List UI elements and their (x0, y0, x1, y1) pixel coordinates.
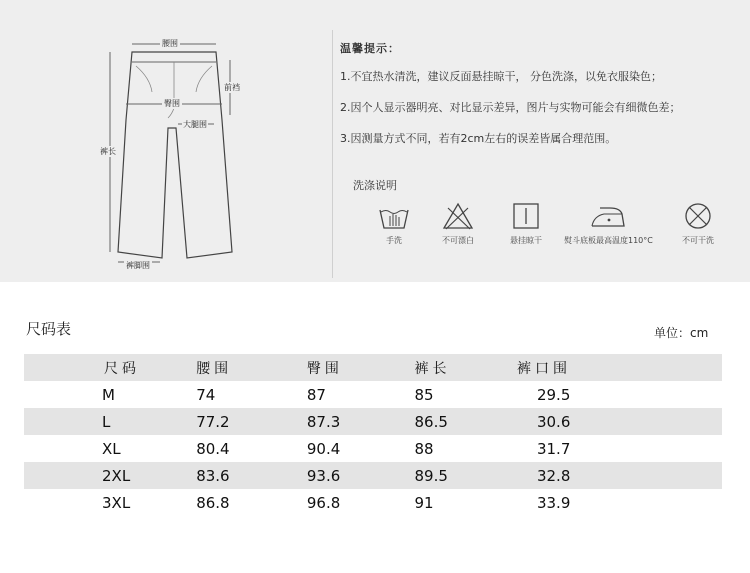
header-size: 尺码 (24, 354, 196, 381)
care-tips (340, 40, 740, 163)
wash-icons (370, 202, 750, 262)
hand-wash-icon (378, 202, 410, 230)
cell-waist: 77.2 (196, 408, 307, 435)
size-chart-title: 尺码表 (26, 320, 72, 338)
hip-label: 臀围 (164, 99, 180, 108)
waist-label: 腰围 (162, 39, 178, 48)
tips-title: 温馨提示： (340, 42, 400, 55)
cell-waist: 83.6 (196, 462, 307, 489)
header-hip: 臀围 (307, 354, 415, 381)
pants-diagram (0, 0, 332, 282)
cell-hip: 93.6 (307, 462, 415, 489)
wash-label-hand: 手洗 (386, 236, 402, 245)
cell-size: L (24, 408, 196, 435)
wash-item-hang-dry (510, 202, 542, 246)
tip-line-1: 1.不宜热水清洗，建议反面悬挂晾干， 分色洗涤，以免衣服染色； (340, 70, 662, 83)
cell-size: 3XL (102, 493, 131, 512)
wash-label-hang-dry: 悬挂晾干 (510, 236, 542, 245)
no-bleach-icon (442, 202, 474, 230)
cell-length: 85 (414, 385, 434, 404)
cell-waist: 86.8 (196, 493, 230, 512)
cell-length: 88 (414, 439, 434, 458)
cell-size: XL (102, 439, 121, 458)
wash-label-no-dry-clean: 不可干洗 (682, 236, 714, 245)
cell-length: 91 (414, 493, 434, 512)
leg-opening-label: 裤脚围 (126, 261, 150, 270)
wash-item-hand-wash (378, 202, 410, 246)
thigh-label: 大腿围 (183, 120, 207, 129)
iron-icon (588, 202, 628, 230)
cell-leg-opening: 30.6 (517, 408, 722, 435)
hang-dry-icon (510, 202, 542, 230)
wash-item-no-bleach (442, 202, 474, 246)
panel-divider (332, 30, 333, 278)
header-leg-opening: 裤口围 (517, 354, 722, 381)
cell-hip: 96.8 (306, 493, 341, 512)
cell-leg-opening: 33.9 (536, 493, 571, 512)
cell-hip: 87 (306, 385, 326, 404)
cell-hip: 90.4 (306, 439, 341, 458)
cell-leg-opening: 31.7 (536, 439, 571, 458)
tip-line-2: 2.因个人显示器明亮、对比显示差异，图片与实物可能会有细微色差； (340, 101, 681, 114)
wash-label-no-bleach: 不可漂白 (442, 236, 474, 245)
cell-length: 86.5 (414, 408, 516, 435)
table-row (24, 435, 722, 462)
size-table (24, 354, 722, 516)
header-waist: 腰围 (196, 354, 307, 381)
tip-line-3: 3.因测量方式不同，若有2cm左右的误差皆属合理范围。 (340, 132, 617, 145)
wash-title: 洗涤说明 (353, 179, 397, 192)
no-dry-clean-icon (682, 202, 714, 230)
cell-hip: 87.3 (307, 408, 415, 435)
table-header-row (24, 354, 722, 381)
header-length: 裤长 (414, 354, 516, 381)
table-row (24, 462, 722, 489)
cell-leg-opening: 32.8 (517, 462, 722, 489)
wash-label-iron: 熨斗底板最高温度110°C (564, 236, 653, 245)
cell-length: 89.5 (414, 462, 516, 489)
table-row (24, 381, 722, 408)
rise-label: 前裆 (224, 83, 240, 92)
table-row (24, 489, 722, 516)
unit-label: 单位：cm (654, 326, 709, 340)
length-label: 裤长 (100, 147, 116, 156)
info-panel (0, 0, 750, 282)
cell-waist: 80.4 (196, 439, 230, 458)
cell-waist: 74 (196, 385, 216, 404)
cell-size: M (102, 385, 115, 404)
cell-size: 2XL (24, 462, 196, 489)
wash-item-no-dry-clean (682, 202, 714, 246)
table-row (24, 408, 722, 435)
cell-leg-opening: 29.5 (536, 385, 571, 404)
wash-item-iron (564, 202, 653, 246)
